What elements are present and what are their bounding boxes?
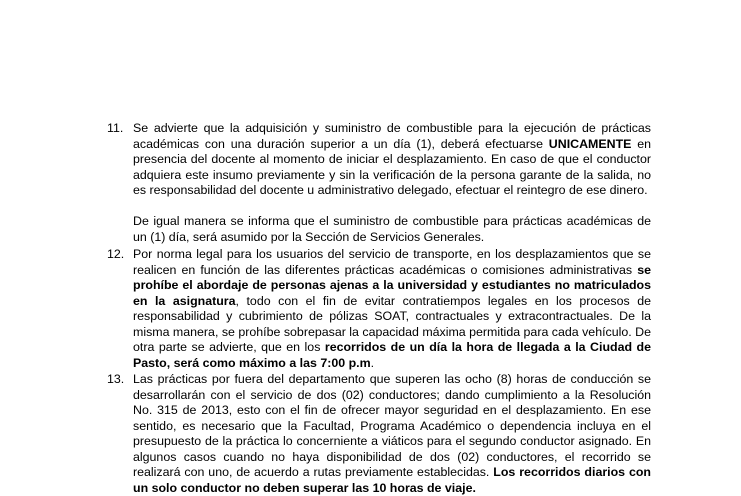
bold-text-run: Los recorridos diarios con un solo conductor no deben superar las 10 horas de viaje. (133, 465, 651, 495)
item-body (133, 121, 651, 245)
item-number: 12. (107, 247, 125, 261)
item-body (133, 247, 651, 371)
bold-text-run: se prohíbe el abordaje de personas ajenas a la universidad y estudiantes no matriculados en la asignatura (133, 262, 651, 308)
paragraph (133, 121, 651, 199)
text-run: Las prácticas por fuera del departamento que superen las ocho (8) horas de conducción se desarrollarán con el servicio de dos (02) conductores; dando cumplimiento a la Resolución No. 315 de 2013, esto con el fin de ofrecer mayor seguridad en el desplazamiento. En ese sentido, es necesario que la Facultad, Programa Académico o dependencia incluya en el presupuesto de la práctica lo concerniente a viáticos para el segundo conductor asignado. En algunos casos cuando no haya disponibilidad de dos (02) conductores, el recorrido se realizará con uno, de acuerdo a rutas previamente establecidas. (133, 372, 651, 479)
text-run: Se advierte que la adquisición y suministro de combustible para la ejecución de prácticas académicas con una duración superior a un día (1), deberá efectuarse (133, 121, 651, 151)
paragraph (133, 247, 651, 371)
text-run: De igual manera se informa que el suministro de combustible para prácticas académicas de un (1) día, será asumido por la Sección de Servicios Generales. (133, 214, 651, 244)
paragraph (133, 372, 651, 496)
text-run: . (370, 355, 375, 370)
bold-text-run: recorridos de un día la hora de llegada a la Ciudad de Pasto, será como máximo a las 7:00 p.m (133, 340, 651, 370)
item-number: 11. (107, 121, 124, 135)
text-run: en presencia del docente al momento de iniciar el desplazamiento. En caso de que el conductor adquiera este insumo previamente y sin la verificación de la persona garante de la salida, no es responsabilidad del docente u administrativo delegado, efectuar el reintegro de ese dinero. (133, 136, 651, 197)
paragraph (133, 214, 651, 245)
text-run: Por norma legal para los usuarios del servicio de transporte, en los desplazamientos que se realicen en función de las diferentes prácticas académicas o comisiones administrativas (133, 247, 651, 277)
item-number: 13. (107, 372, 125, 386)
text-run: , todo con el fin de evitar contratiempos legales en los procesos de responsabilidad y cubrimiento de pólizas SOAT, contractuales y extracontractuales. De la misma manera, se prohíbe sobrepasar la capacidad máxima permitida para cada vehículo. De otra parte se advierte, que en los (133, 293, 651, 354)
item-body (133, 372, 651, 496)
bold-text-run: UNICAMENTE (548, 136, 632, 151)
